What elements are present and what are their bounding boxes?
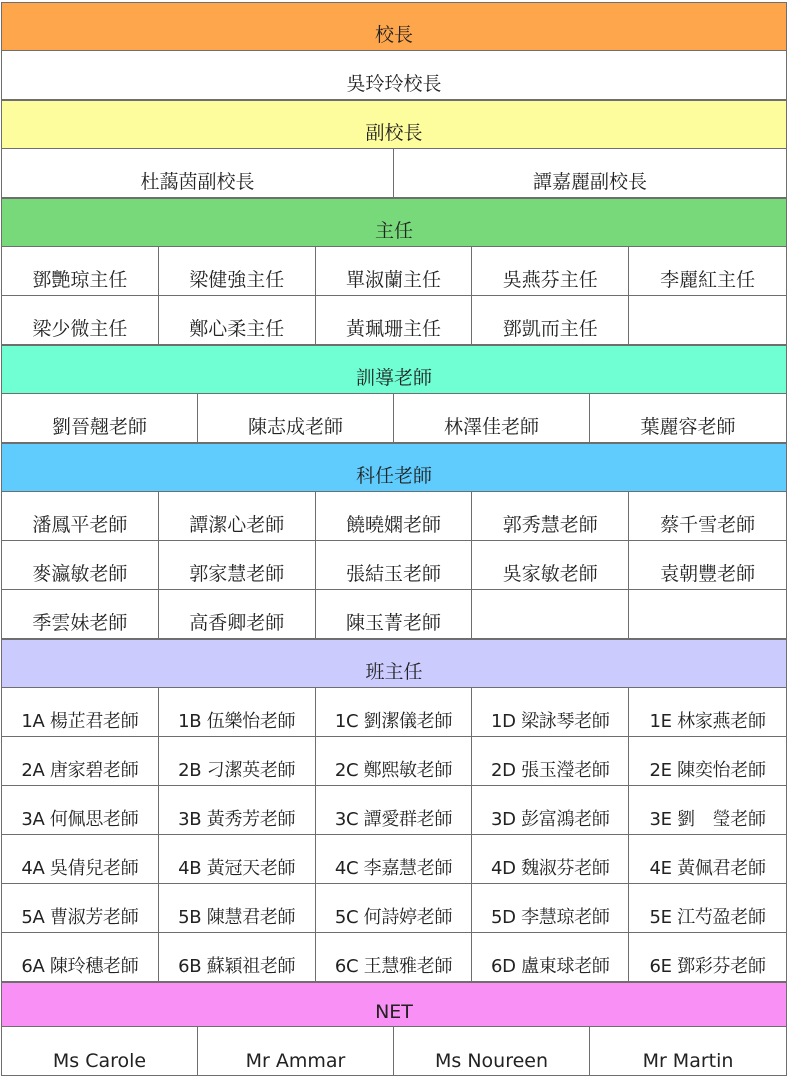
net-teacher-name: Mr Ammar: [198, 1027, 394, 1075]
class-teacher-name: 6C 王慧雅老師: [316, 933, 473, 981]
class-teacher-name: 5C 何詩婷老師: [316, 884, 473, 932]
vice-principal-row: [1, 149, 787, 198]
director-name: 李麗紅主任: [660, 269, 756, 291]
class-teacher-name: 1E 林家燕老師: [649, 711, 766, 732]
class-teacher-name: 1B 伍樂怡老師: [159, 688, 316, 736]
class-teacher-name: 6A 陳玲穗老師: [2, 933, 159, 981]
class-teacher-name: 2A 唐家碧老師: [2, 737, 159, 785]
vice-principal-header: 副校長: [1, 100, 787, 149]
class-teacher-row: [2, 688, 786, 737]
subject-teacher-name: 饒曉嫻老師: [316, 492, 473, 540]
vice-principal-name: 譚嘉麗副校長: [532, 171, 647, 193]
director-row: [2, 247, 786, 296]
subject-teacher-name: 麥瀛敏老師: [2, 541, 159, 589]
subject-teacher-name: 吳家敏老師: [472, 541, 629, 589]
director-name: 鄧艷琼主任: [2, 247, 159, 295]
class-teacher-row: [2, 737, 786, 786]
director-name: 鄧凱而主任: [472, 296, 629, 344]
subject-teacher-name: 季雲妹老師: [2, 590, 159, 638]
director-grid: [1, 247, 787, 345]
subject-row: [2, 541, 786, 590]
director-name: 單淑蘭主任: [316, 247, 473, 295]
director-name: 吳燕芬主任: [472, 247, 629, 295]
empty-cell: [472, 590, 629, 638]
class-teacher-name: 5B 陳慧君老師: [159, 884, 316, 932]
director-name: 黃珮珊主任: [316, 296, 473, 344]
class-teacher-name: 3A 何佩思老師: [2, 786, 159, 834]
director-name: 梁少微主任: [2, 296, 159, 344]
vice-principal-name: 杜藹茵副校長: [2, 149, 394, 197]
discipline-teacher-name: 葉麗容老師: [640, 416, 736, 438]
principal-header: 校長: [1, 2, 787, 51]
director-row: [2, 296, 786, 344]
class-teacher-name: 2D 張玉瀅老師: [472, 737, 629, 785]
class-teacher-name: 3E 劉 瑩老師: [649, 809, 766, 830]
net-teacher-name: Ms Carole: [2, 1027, 198, 1075]
class-teacher-name: 4A 吳倩兒老師: [2, 835, 159, 883]
class-teacher-name: 1C 劉潔儀老師: [316, 688, 473, 736]
empty-cell: [629, 296, 786, 344]
class-teacher-name: 5D 李慧琼老師: [472, 884, 629, 932]
class-teacher-name: 3B 黃秀芳老師: [159, 786, 316, 834]
class-teacher-name: 6D 盧東球老師: [472, 933, 629, 981]
class-teacher-name: 2C 鄭熙敏老師: [316, 737, 473, 785]
subject-teacher-name: 袁朝豐老師: [660, 563, 756, 585]
class-teacher-name: 3D 彭富鴻老師: [472, 786, 629, 834]
class-teacher-grid: [1, 688, 787, 982]
class-teacher-row: [2, 786, 786, 835]
class-teacher-header: 班主任: [1, 639, 787, 688]
principal-row: [1, 51, 787, 100]
net-teacher-name: Mr Martin: [642, 1050, 734, 1072]
class-teacher-name: 3C 譚愛群老師: [316, 786, 473, 834]
class-teacher-name: 2E 陳奕怡老師: [649, 760, 766, 781]
subject-row: [2, 590, 786, 638]
class-teacher-name: 4D 魏淑芬老師: [472, 835, 629, 883]
class-teacher-name: 2B 刁潔英老師: [159, 737, 316, 785]
class-teacher-row: [2, 933, 786, 981]
subject-header: 科任老師: [1, 443, 787, 492]
subject-teacher-name: 郭家慧老師: [159, 541, 316, 589]
director-name: 梁健強主任: [159, 247, 316, 295]
principal-name: 吳玲玲校長: [346, 73, 442, 95]
class-teacher-name: 4E 黃佩君老師: [649, 858, 766, 879]
director-name: 鄭心柔主任: [159, 296, 316, 344]
subject-teacher-name: 潘鳳平老師: [2, 492, 159, 540]
subject-row: [2, 492, 786, 541]
subject-grid: [1, 492, 787, 639]
net-row: [1, 1027, 787, 1076]
class-teacher-row: [2, 884, 786, 933]
class-teacher-name: 6B 蘇穎祖老師: [159, 933, 316, 981]
discipline-row: [1, 394, 787, 443]
empty-cell: [629, 590, 786, 638]
discipline-teacher-name: 林澤佳老師: [394, 394, 590, 442]
discipline-teacher-name: 陳志成老師: [198, 394, 394, 442]
subject-teacher-name: 譚潔心老師: [159, 492, 316, 540]
class-teacher-row: [2, 835, 786, 884]
class-teacher-name: 6E 鄧彩芬老師: [649, 956, 766, 977]
class-teacher-name: 5A 曹淑芳老師: [2, 884, 159, 932]
class-teacher-name: 5E 江芍盈老師: [649, 907, 766, 928]
class-teacher-name: 4C 李嘉慧老師: [316, 835, 473, 883]
discipline-teacher-name: 劉晉翹老師: [2, 394, 198, 442]
subject-teacher-name: 張結玉老師: [316, 541, 473, 589]
director-header: 主任: [1, 198, 787, 247]
subject-teacher-name: 陳玉菁老師: [316, 590, 473, 638]
subject-teacher-name: 郭秀慧老師: [472, 492, 629, 540]
subject-teacher-name: 高香卿老師: [159, 590, 316, 638]
net-teacher-name: Ms Noureen: [394, 1027, 590, 1075]
class-teacher-name: 1A 楊芷君老師: [2, 688, 159, 736]
class-teacher-name: 1D 梁詠琴老師: [472, 688, 629, 736]
net-header: NET: [1, 982, 787, 1027]
class-teacher-name: 4B 黃冠天老師: [159, 835, 316, 883]
discipline-header: 訓導老師: [1, 345, 787, 394]
subject-teacher-name: 蔡千雪老師: [660, 514, 756, 536]
